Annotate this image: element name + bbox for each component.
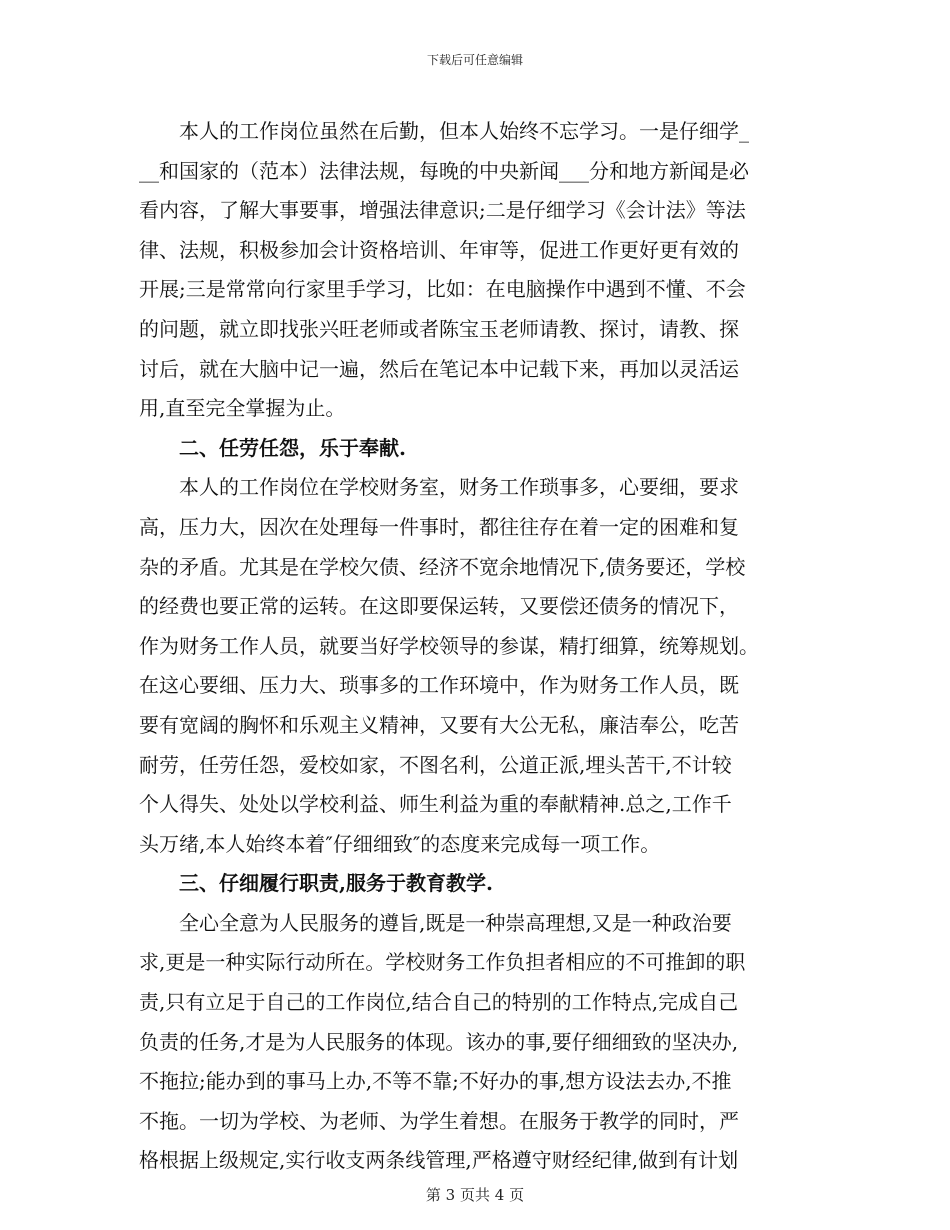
paragraph-line: 格根据上级规定,实行收支两条线管理,严格遵守财经纪律,做到有计划	[139, 1148, 739, 1173]
paragraph-line: 本人的工作岗位虽然在后勤，但本人始终不忘学习。一是仔细学_	[179, 119, 749, 143]
paragraph-line: 高，压力大，因次在处理每一件事时，都往往存在着一定的困难和复	[139, 514, 739, 539]
paragraph-line: 的经费也要正常的运转。在这即要保运转，又要偿还债务的情况下，	[139, 594, 739, 619]
section-heading: 三、仔细履行职责,服务于教育教学.	[179, 871, 493, 896]
paragraph-line: 个人得失、处处以学校利益、师生利益为重的奉献精神.总之,工作千	[139, 792, 732, 817]
paragraph-line: 的问题，就立即找张兴旺老师或者陈宝玉老师请教、探讨，请教、探	[139, 316, 739, 341]
document-body	[139, 112, 803, 1181]
paragraph-line: 头万绪,本人始终本着″仔细细致″的态度来完成每一项工作。	[139, 831, 661, 856]
paragraph-line: __和国家的（范本）法律法规，每晚的中央新闻___分和地方新闻是必	[139, 158, 749, 183]
page-footer: 第 3 页共 4 页	[425, 1186, 525, 1204]
paragraph-line: 用,直至完全掌握为止。	[139, 396, 346, 421]
paragraph-line: 耐劳，任劳任怨，爱校如家，不图名利，公道正派,埋头苦干,不计较	[139, 752, 732, 777]
paragraph-line: 全心全意为人民服务的遵旨,既是一种崇高理想,又是一种政治要	[179, 910, 732, 935]
paragraph-line: 要有宽阔的胸怀和乐观主义精神，又要有大公无私，廉洁奉公，吃苦	[139, 712, 739, 737]
paragraph-line: 开展;三是常常向行家里手学习，比如：在电脑操作中遇到不懂、不会	[139, 277, 746, 302]
paragraph-line: 不拖。一切为学校、为老师、为学生着想。在服务于教学的同时，严	[139, 1108, 739, 1133]
paragraph-line: 求,更是一种实际行动所在。学校财务工作负担者相应的不可推卸的职	[139, 950, 746, 975]
paragraph-line: 讨后，就在大脑中记一遍，然后在笔记本中记载下来，再加以灵活运	[139, 356, 739, 381]
paragraph-line: 负责的任务,才是为人民服务的体现。该办的事,要仔细细致的坚决办,	[139, 1029, 739, 1054]
paragraph-line: 律、法规，积极参加会计资格培训、年审等，促进工作更好更有效的	[139, 237, 739, 262]
paragraph-line: 责,只有立足于自己的工作岗位,结合自己的特别的工作特点,完成自己	[139, 990, 739, 1015]
paragraph-line: 作为财务工作人员，就要当好学校领导的参谋，精打细算，统筹规划。	[139, 633, 759, 658]
paragraph-line: 看内容，了解大事要事，增强法律意识;二是仔细学习《会计法》等法	[139, 198, 746, 223]
paragraph-line: 在这心要细、压力大、琐事多的工作环境中，作为财务工作人员，既	[139, 673, 739, 698]
section-heading: 二、任劳任怨，乐于奉献.	[179, 435, 406, 460]
paragraph-line: 本人的工作岗位在学校财务室，财务工作琐事多，心要细，要求	[179, 475, 739, 500]
paragraph-line: 不拖拉;能办到的事马上办,不等不靠;不好办的事,想方设法去办,不推	[139, 1069, 732, 1094]
page-header: 下载后可任意编辑	[426, 53, 523, 67]
paragraph-line: 杂的矛盾。尤其是在学校欠债、经济不宽余地情况下,债务要还，学校	[139, 554, 746, 579]
